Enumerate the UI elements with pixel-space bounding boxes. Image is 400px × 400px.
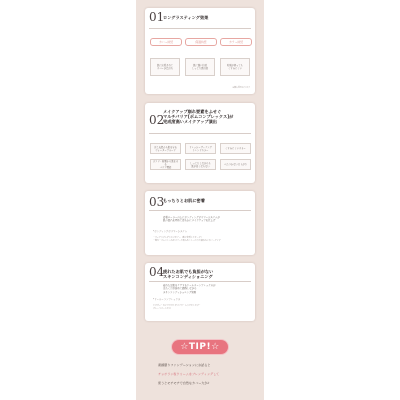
tip-line-3: 使うとモチモチで自然なカバー力が♪ [158, 380, 210, 385]
divider [149, 281, 251, 282]
feature-card-1 [145, 8, 255, 94]
section-number: 04 [149, 265, 165, 279]
tip-line-1: 素錦優りファンデーションにお試ると [158, 362, 211, 367]
feature-card-2 [145, 103, 255, 183]
section-title: 疲れたお肌でも負担がない スキンコンディショニング [163, 269, 214, 280]
feature-card-3 [145, 191, 255, 255]
divider [149, 133, 251, 134]
product-detail-panel [136, 0, 264, 400]
footnote: ※個人差があります [232, 87, 250, 89]
section-detail: ドクダミ・セイヨウオトギリソウ・ムラサキシキブ・ ブルーベリーエキス [153, 305, 201, 310]
section-title: メイクアップ崩れ要素をふせぐ マルチバリア[ポムコンプレックス]が 完成度高いメイクアップ演出 [163, 109, 234, 125]
pill-moisture-lasting: 保湿持続 [185, 38, 217, 46]
benefit-box: 汗と皮脂から肌を守る ウォータープルーフ [150, 143, 181, 154]
tip-badge: ☆TIP!☆ [172, 340, 228, 354]
feature-card-4 [145, 263, 255, 321]
section-number: 02 [149, 113, 165, 127]
section-number: 03 [149, 195, 165, 209]
benefit-box: ホコリ・粉塵から肌を守る バリア機能 [150, 159, 181, 170]
section-number: 01 [149, 10, 165, 24]
benefit-box: しっとりしながらも 肌が重くならない [185, 159, 216, 170]
section-subhead: *ドールーコンプレックス [153, 298, 181, 301]
pill-color-lasting: カラー持続 [220, 38, 252, 46]
benefit-box: 肌に潤い持続 しっとり感持続 [185, 58, 215, 76]
section-title: もっちりとお肌に密着 [163, 198, 205, 203]
section-description: 密着ローラーの上にボンディングポリマーシステムが 肌の凹凸を埋めて滑らかにメイクアップを仕上げ [163, 216, 220, 223]
benefit-box: ドレッシーヴィテング トレンドカラー [185, 143, 216, 154]
tip-text [158, 358, 242, 390]
section-description: 疲れたお肌をケアするドールカーンプレックスが 冷たく引き締めて鎮静しながら スキンコンディショニング効果 [163, 284, 216, 294]
section-detail: ・ウェアラブルグラスリポマー（肌に密着してキープ） ・弾力・フレッシュなポリマーで柔らかくしっとりで崩れないカバーアップ [153, 237, 221, 242]
benefit-box: 時間が経っても くすみにくい [220, 58, 250, 76]
section-title: ロングラスティング効果 [163, 15, 209, 20]
divider [149, 210, 251, 211]
divider [149, 28, 251, 29]
benefit-box: くすみにくいカラー [220, 143, 251, 154]
section-subhead: *ボンディングポリマーシステム [153, 230, 188, 233]
tip-line-2: チョボラン粒クリームをブレンディングして [158, 371, 220, 376]
benefit-box: べたつかない仕上がり [220, 159, 251, 170]
benefit-box: 肌に密着されて カバーが長持ち [150, 58, 180, 76]
pill-cover-lasting: カバー持続 [150, 38, 182, 46]
